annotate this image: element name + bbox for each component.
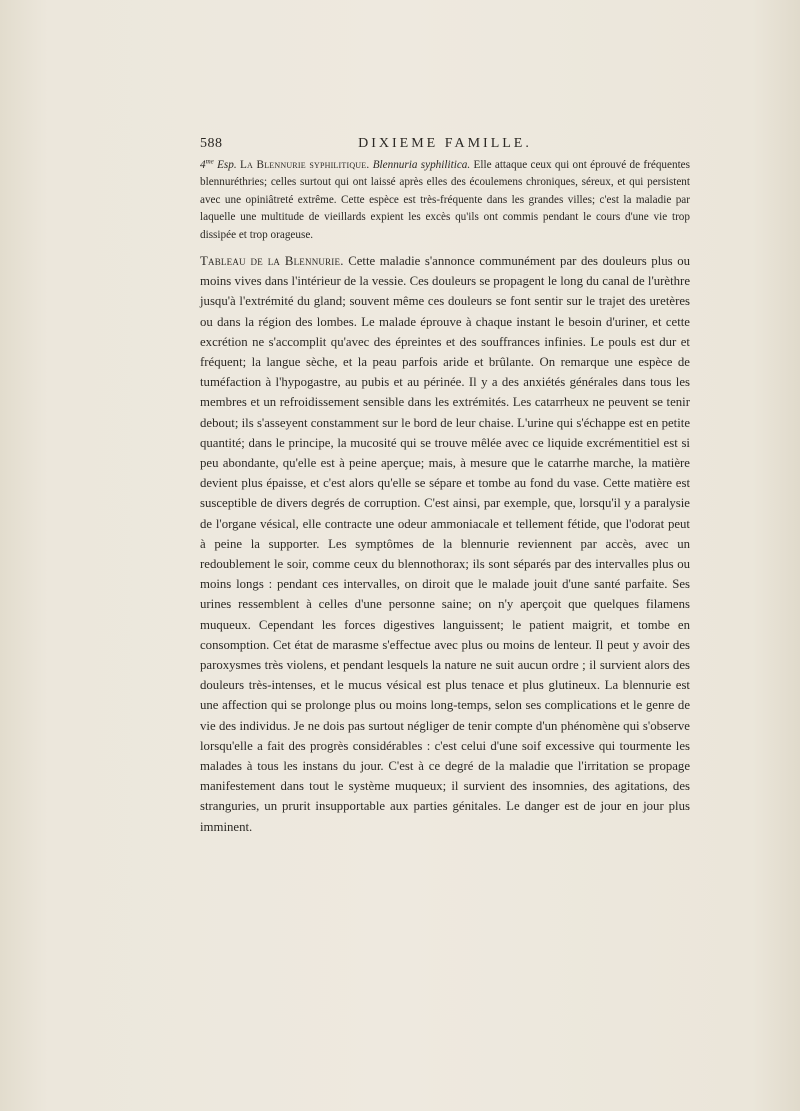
tableau-heading: Tableau de la Blennurie. — [200, 254, 344, 268]
species-text: Elle attaque ceux qui ont éprouvé de fréquentes blennuréthries; celles surtout qui ont laissé après elles des écoulemens chroniques, séreux, et qui persistent avec une opiniâtreté extrême. Cette espèce est très-fréquente dans les grandes villes; c'est la maladie par laquelle une multitude de vieillards expient les excès qu'ils ont commis pendant le cours d'une vie trop dissipée et trop orageuse. — [200, 159, 690, 241]
species-paragraph — [200, 157, 690, 244]
running-title: DIXIEME FAMILLE. — [358, 136, 532, 151]
species-number: $4^{me}$ — [200, 157, 214, 171]
tableau-paragraph — [200, 251, 690, 837]
page-number: 588 — [200, 136, 223, 151]
species-name: La Blennurie syphilitique. — [240, 159, 370, 171]
esp-label: Esp. — [217, 159, 237, 171]
tableau-text: Cette maladie s'annonce communément par des douleurs plus ou moins vives dans l'intérieur de la vessie. Ces douleurs se propagent le long du canal de l'urèthre jusqu'à l'extrémité du gland; souvent même ces douleurs se font sentir sur le trajet des uretères ou dans la région des lombes. Le malade éprouve à chaque instant le besoin d'uriner, et cette excrétion ne s'accomplit qu'avec des épreintes et des souffrances infinies. Le pouls est dur et fréquent; la langue sèche, et la peau parfois aride et brûlante. On remarque une espèce de tuméfaction à l'hypogastre, au pubis et au périnée. Il y a des anxiétés générales dans tous les membres et un refroidissement sensible dans les extrémités. Les catarrheux ne peuvent se tenir debout; ils s'asseyent constamment sur le bord de leur chaise. L'urine qui s'échappe est en petite quantité; dans le principe, la mucosité qui se trouve mêlée avec ce liquide excrémentitiel est si peu abondante, qu'elle est à peine aperçue; mais, à mesure que le catarrhe marche, la matière devient plus épaisse, et c'est alors qu'elle se sépare et tombe au fond du vase. Cette matière est susceptible de divers degrés de corruption. C'est ainsi, par exemple, que, lorsqu'il y a paralysie de l'organe vésical, elle contracte une odeur ammoniacale et tellement fétide, que l'odorat peut à peine la supporter. Les symptômes de la blennurie reviennent par accès, avec un redoublement le soir, comme ceux du blennothorax; ils sont séparés par des intervalles plus ou moins longs : pendant ces intervalles, on diroit que le malade jouit d'une santé parfaite. Ses urines ressemblent à celles d'une personne saine; on n'y aperçoit que quelques filamens muqueux. Cependant les forces digestives languissent; le patient maigrit, et tombe en consomption. Cet état de marasme s'effectue avec plus ou moins de lenteur. Il peut y avoir des paroxysmes très violens, et pendant lesquels la nature ne suit aucun ordre ; il survient alors des douleurs très-intenses, et le mucus vésical est plus tenace et plus glutineux. La blennurie est une affection qui se prolonge plus ou moins long-temps, selon ses complications et le genre de vie des individus. Je ne dois pas surtout négliger de tenir compte d'un phénomène qui s'observe lorsqu'elle a fait des progrès considérables : c'est celui d'une soif excessive qui tourmente les malades à tous les instans du jour. C'est à ce degré de la maladie que l'irritation se propage manifestement dans tout le système muqueux; il survient des insomnies, des agitations, des stranguries, un prurit insupportable aux parties génitales. Le danger est de jour en jour plus imminent. — [200, 254, 690, 834]
latin-name: Blennuria syphilitica. — [372, 159, 471, 171]
page-header — [200, 136, 690, 154]
